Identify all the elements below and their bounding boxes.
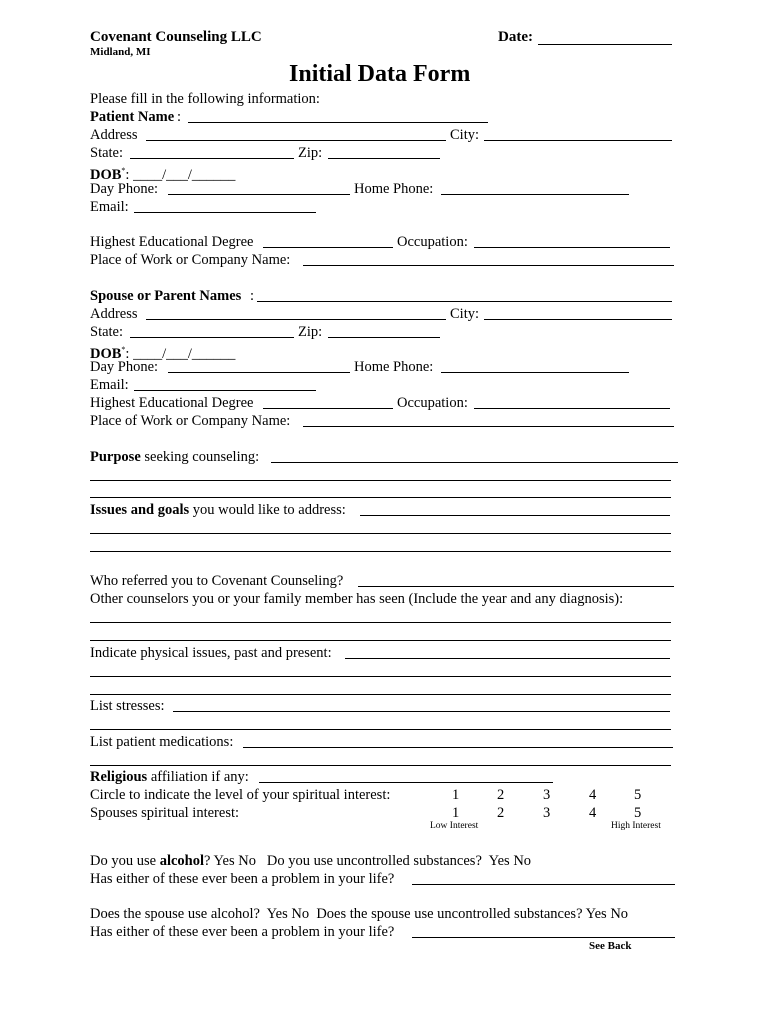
- stresses-field[interactable]: [173, 711, 670, 712]
- physical-label: Indicate physical issues, past and present:: [90, 645, 332, 661]
- spouse-address-field[interactable]: [146, 319, 446, 320]
- patient-occupation-field[interactable]: [474, 247, 670, 248]
- medications-line-2[interactable]: [90, 765, 671, 766]
- issues-line-2[interactable]: [90, 533, 671, 534]
- issues-line-3[interactable]: [90, 551, 671, 552]
- spouse-email-field[interactable]: [134, 390, 316, 391]
- patient-degree-field[interactable]: [263, 247, 393, 248]
- medications-label: List patient medications:: [90, 734, 234, 750]
- spouse-work-field[interactable]: [303, 426, 674, 427]
- spouse-address-label: Address: [90, 306, 138, 322]
- patient-zip-field[interactable]: [328, 158, 440, 159]
- colon: :: [250, 288, 255, 304]
- dob-asterisk: *: [121, 345, 126, 354]
- religious-label: [90, 768, 249, 786]
- spouse-email-label: Email:: [90, 377, 129, 393]
- spouse-city-label: City:: [450, 306, 480, 322]
- company-city: Midland, MI: [90, 46, 151, 58]
- other-counselors-line-2[interactable]: [90, 640, 671, 641]
- purpose-label: [90, 448, 259, 466]
- patient-email-field[interactable]: [134, 212, 316, 213]
- date-label: Date:: [498, 29, 533, 45]
- spouse-work-label: Place of Work or Company Name:: [90, 413, 291, 429]
- spouse-state-field[interactable]: [130, 337, 294, 338]
- scale-high-label: High Interest: [611, 821, 661, 831]
- patient-email-label: Email:: [90, 199, 129, 215]
- dob-asterisk: *: [121, 166, 126, 175]
- spouse-zip-label: Zip:: [298, 324, 323, 340]
- date-field[interactable]: [538, 44, 672, 45]
- patient-name-label: Patient Name: [90, 109, 175, 125]
- spouse-alcohol-question: Does the spouse use alcohol? Yes No Does the spouse use uncontrolled substances? Yes No: [90, 906, 629, 922]
- referred-field[interactable]: [358, 586, 674, 587]
- alcohol-post: ? Yes No Do you use uncontrolled substances? Yes No: [204, 853, 532, 869]
- patient-zip-label: Zip:: [298, 145, 323, 161]
- spouse-scale-5[interactable]: 5: [634, 805, 642, 821]
- intro-text: Please fill in the following information:: [90, 91, 320, 107]
- see-back-note: See Back: [589, 940, 632, 952]
- alcohol-question: [90, 852, 531, 870]
- physical-field[interactable]: [345, 658, 670, 659]
- dob-field[interactable]: : ____/___/______: [125, 345, 236, 362]
- spouse-state-label: State:: [90, 324, 124, 340]
- issues-bold: Issues and goals: [90, 502, 190, 518]
- purpose-rest: seeking counseling:: [140, 449, 260, 465]
- spouse-scale-2[interactable]: 2: [497, 805, 505, 821]
- patient-city-field[interactable]: [484, 140, 672, 141]
- scale-4[interactable]: 4: [589, 787, 597, 803]
- spouse-spiritual-label: Spouses spiritual interest:: [90, 805, 240, 821]
- patient-work-field[interactable]: [303, 265, 674, 266]
- purpose-bold: Purpose: [90, 449, 141, 465]
- spouse-degree-label: Highest Educational Degree: [90, 395, 254, 411]
- patient-day-phone-field[interactable]: [168, 194, 350, 195]
- spouse-home-phone-field[interactable]: [441, 372, 629, 373]
- spiritual-label: Circle to indicate the level of your spiritual interest:: [90, 787, 391, 803]
- spouse-problem-field[interactable]: [412, 937, 675, 938]
- colon: :: [177, 109, 182, 125]
- purpose-line-3[interactable]: [90, 497, 671, 498]
- patient-address-label: Address: [90, 127, 138, 143]
- religious-field[interactable]: [259, 782, 553, 783]
- spouse-day-phone-field[interactable]: [168, 372, 350, 373]
- patient-city-label: City:: [450, 127, 480, 143]
- alcohol-bold: alcohol: [159, 853, 204, 869]
- patient-work-label: Place of Work or Company Name:: [90, 252, 291, 268]
- spouse-problem-label: Has either of these ever been a problem in your life?: [90, 924, 395, 940]
- scale-5[interactable]: 5: [634, 787, 642, 803]
- medications-field[interactable]: [243, 747, 673, 748]
- spouse-occupation-label: Occupation:: [397, 395, 468, 411]
- physical-line-2[interactable]: [90, 676, 671, 677]
- spouse-name-field[interactable]: [257, 301, 672, 302]
- spouse-scale-1[interactable]: 1: [452, 805, 460, 821]
- spouse-city-field[interactable]: [484, 319, 672, 320]
- dob-label: DOB: [90, 166, 122, 183]
- physical-line-3[interactable]: [90, 694, 671, 695]
- patient-name-field[interactable]: [188, 122, 488, 123]
- purpose-line-2[interactable]: [90, 480, 671, 481]
- spouse-scale-4[interactable]: 4: [589, 805, 597, 821]
- patient-degree-label: Highest Educational Degree: [90, 234, 254, 250]
- patient-day-phone-label: Day Phone:: [90, 181, 159, 197]
- other-counselors-line-1[interactable]: [90, 622, 671, 623]
- scale-3[interactable]: 3: [543, 787, 551, 803]
- dob-field[interactable]: : ____/___/______: [125, 166, 236, 183]
- spouse-scale-3[interactable]: 3: [543, 805, 551, 821]
- scale-2[interactable]: 2: [497, 787, 505, 803]
- purpose-field[interactable]: [271, 462, 678, 463]
- patient-home-phone-field[interactable]: [441, 194, 629, 195]
- spouse-name-label: Spouse or Parent Names: [90, 288, 242, 304]
- company-name: Covenant Counseling LLC: [90, 29, 262, 45]
- stresses-label: List stresses:: [90, 698, 165, 714]
- spouse-occupation-field[interactable]: [474, 408, 670, 409]
- referred-label: Who referred you to Covenant Counseling?: [90, 573, 344, 589]
- problem-label: Has either of these ever been a problem in your life?: [90, 871, 395, 887]
- spouse-home-phone-label: Home Phone:: [354, 359, 434, 375]
- stresses-line-2[interactable]: [90, 729, 671, 730]
- scale-1[interactable]: 1: [452, 787, 460, 803]
- issues-field[interactable]: [360, 515, 670, 516]
- alcohol-pre: Do you use: [90, 853, 160, 869]
- religious-rest: affiliation if any:: [147, 769, 249, 785]
- spouse-degree-field[interactable]: [263, 408, 393, 409]
- patient-state-label: State:: [90, 145, 124, 161]
- patient-state-field[interactable]: [130, 158, 294, 159]
- patient-address-field[interactable]: [146, 140, 446, 141]
- problem-field[interactable]: [412, 884, 675, 885]
- spouse-day-phone-label: Day Phone:: [90, 359, 159, 375]
- dob-label: DOB: [90, 345, 122, 362]
- scale-low-label: Low Interest: [430, 821, 479, 831]
- issues-label: [90, 501, 346, 519]
- other-counselors-label: Other counselors you or your family member has seen (Include the year and any diagnosis):: [90, 591, 624, 607]
- spouse-zip-field[interactable]: [328, 337, 440, 338]
- religious-bold: Religious: [90, 769, 148, 785]
- form-title: Initial Data Form: [289, 61, 471, 87]
- issues-rest: you would like to address:: [189, 502, 346, 518]
- patient-home-phone-label: Home Phone:: [354, 181, 434, 197]
- patient-occupation-label: Occupation:: [397, 234, 468, 250]
